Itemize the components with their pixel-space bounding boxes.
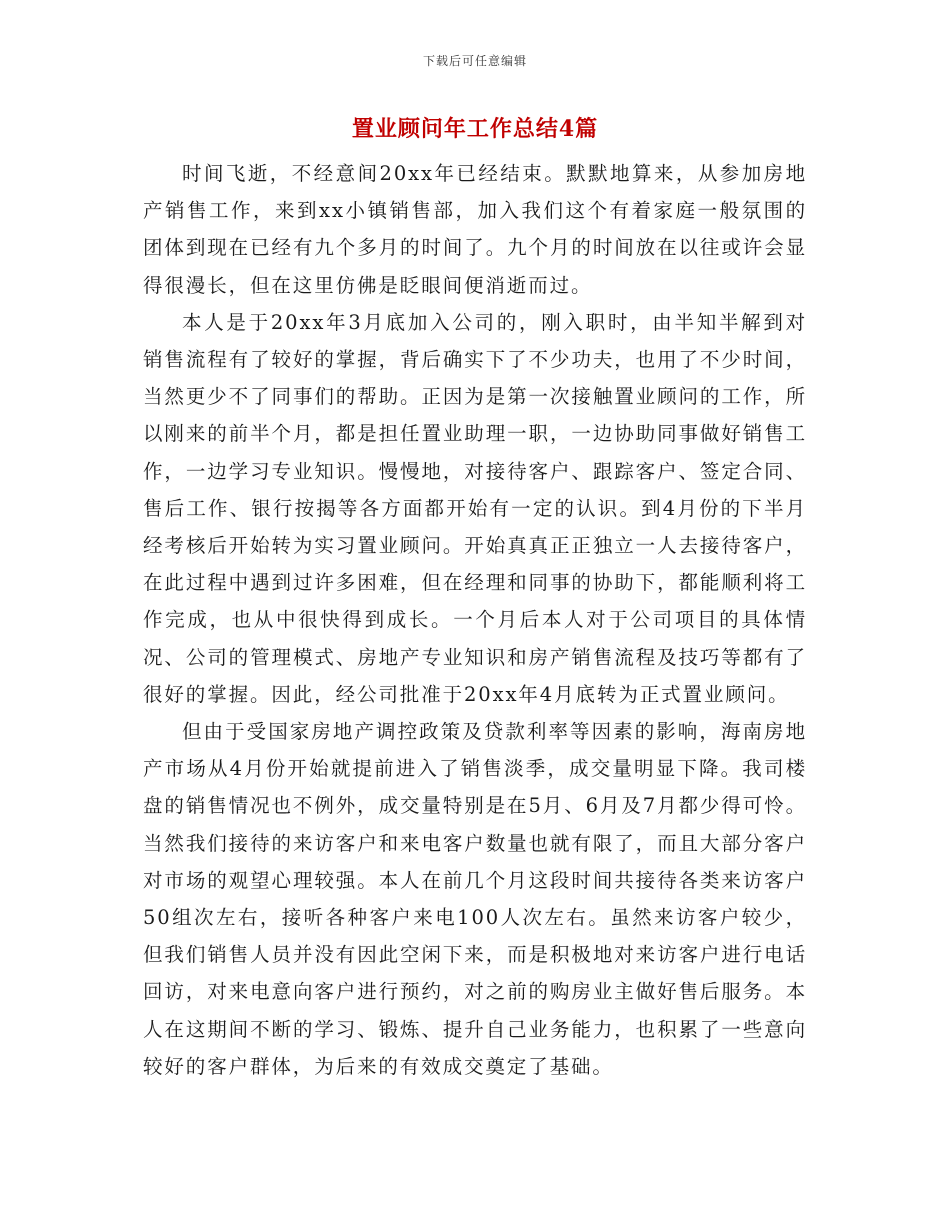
header-note: 下载后可任意编辑 (422, 54, 527, 68)
document-body (143, 155, 807, 1085)
paragraph-1: 时间飞逝，不经意间20xx年已经结束。默默地算来，从参加房地产销售工作，来到xx小镇销售部，加入我们这个有着家庭一般氛围的团体到现在已经有九个多月的时间了。九个月的时间放在以往或许会显得很漫长，但在这里仿佛是眨眼间便消逝而过。 (143, 162, 807, 297)
paragraph-3: 但由于受国家房地产调控政策及贷款利率等因素的影响，海南房地产市场从4月份开始就提前进入了销售淡季，成交量明显下降。我司楼盘的销售情况也不例外，成交量特别是在5月、6月及7月都少得可怜。当然我们接待的来访客户和来电客户数量也就有限了，而且大部分客户对市场的观望心理较强。本人在前几个月这段时间共接待各类来访客户50组次左右，接听各种客户来电100人次左右。虽然来访客户较少，但我们销售人员并没有因此空闲下来，而是积极地对来访客户进行电话回访，对来电意向客户进行预约，对之前的购房业主做好售后服务。本人在这期间不断的学习、锻炼、提升自己业务能力，也积累了一些意向较好的客户群体，为后来的有效成交奠定了基础。 (143, 720, 807, 1078)
paragraph-2: 本人是于20xx年3月底加入公司的，刚入职时，由半知半解到对销售流程有了较好的掌握，背后确实下了不少功夫，也用了不少时间，当然更少不了同事们的帮助。正因为是第一次接触置业顾问的工作，所以刚来的前半个月，都是担任置业助理一职，一边协助同事做好销售工作，一边学习专业知识。慢慢地，对接待客户、跟踪客户、签定合同、售后工作、银行按揭等各方面都开始有一定的认识。到4月份的下半月经考核后开始转为实习置业顾问。开始真真正正独立一人去接待客户，在此过程中遇到过许多困难，但在经理和同事的协助下，都能顺利将工作完成，也从中很快得到成长。一个月后本人对于公司项目的具体情况、公司的管理模式、房地产专业知识和房产销售流程及技巧等都有了很好的掌握。因此，经公司批准于20xx年4月底转为正式置业顾问。 (143, 310, 807, 706)
document-title: 置业顾问年工作总结4篇 (351, 116, 599, 142)
